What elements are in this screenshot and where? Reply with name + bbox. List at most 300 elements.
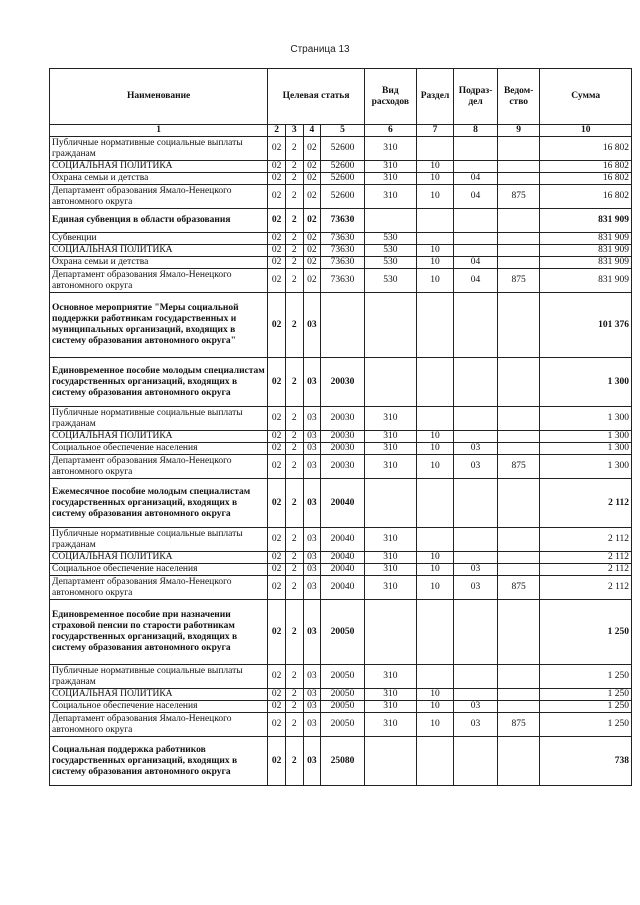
cell-section: 10 [416, 269, 453, 293]
cell-section [416, 233, 453, 245]
cell-name: Публичные нормативные социальные выплаты гражданам [50, 528, 268, 552]
cell-subsection: 03 [454, 713, 498, 737]
cell-section: 10 [416, 576, 453, 600]
cell-expense-type: 310 [364, 564, 416, 576]
cell-name: Субвенции [50, 233, 268, 245]
cell-event: 02 [303, 233, 321, 245]
cell-program: 02 [268, 185, 286, 209]
cell-department: 875 [497, 455, 540, 479]
cell-direction: 73630 [321, 233, 365, 245]
cell-subprogram: 2 [285, 564, 303, 576]
table-row [50, 293, 632, 358]
cell-name: Единая субвенция в области образования [50, 209, 268, 233]
cell-expense-type: 310 [364, 455, 416, 479]
cell-section [416, 528, 453, 552]
cell-program: 02 [268, 479, 286, 528]
cell-amount: 16 802 [540, 173, 632, 185]
table-row [50, 245, 632, 257]
cell-subprogram: 2 [285, 552, 303, 564]
cell-direction: 73630 [321, 209, 365, 233]
cell-section [416, 407, 453, 431]
cell-program: 02 [268, 737, 286, 786]
cell-department [497, 665, 540, 689]
cell-department [497, 552, 540, 564]
cell-program: 02 [268, 701, 286, 713]
cell-subprogram: 2 [285, 245, 303, 257]
cell-event: 02 [303, 185, 321, 209]
cell-subsection: 04 [454, 269, 498, 293]
cell-direction: 20030 [321, 431, 365, 443]
cell-amount: 16 802 [540, 161, 632, 173]
cell-amount: 831 909 [540, 233, 632, 245]
table-row [50, 269, 632, 293]
cell-event: 03 [303, 665, 321, 689]
cell-subsection [454, 737, 498, 786]
cell-expense-type: 310 [364, 701, 416, 713]
table-row [50, 737, 632, 786]
table-row [50, 689, 632, 701]
cell-amount: 738 [540, 737, 632, 786]
cell-amount: 1 250 [540, 713, 632, 737]
cell-event: 03 [303, 358, 321, 407]
cell-subprogram: 2 [285, 737, 303, 786]
cell-subprogram: 2 [285, 455, 303, 479]
cell-subprogram: 2 [285, 431, 303, 443]
table-row [50, 576, 632, 600]
cell-subsection [454, 293, 498, 358]
cell-section: 10 [416, 713, 453, 737]
cell-department: 875 [497, 713, 540, 737]
cell-amount: 831 909 [540, 269, 632, 293]
cell-department [497, 209, 540, 233]
cell-expense-type [364, 209, 416, 233]
cell-program: 02 [268, 689, 286, 701]
cell-expense-type: 530 [364, 257, 416, 269]
cell-event: 03 [303, 528, 321, 552]
cell-subsection: 03 [454, 455, 498, 479]
cell-event: 03 [303, 552, 321, 564]
cell-amount: 16 802 [540, 185, 632, 209]
cell-section: 10 [416, 245, 453, 257]
cell-program: 02 [268, 137, 286, 161]
cell-subprogram: 2 [285, 209, 303, 233]
cell-direction: 73630 [321, 245, 365, 257]
cell-name: Социальное обеспечение населения [50, 701, 268, 713]
cell-event: 03 [303, 479, 321, 528]
cell-event: 02 [303, 161, 321, 173]
cell-amount: 2 112 [540, 564, 632, 576]
cell-amount: 1 250 [540, 701, 632, 713]
cell-direction: 73630 [321, 257, 365, 269]
cell-program: 02 [268, 233, 286, 245]
cell-department [497, 137, 540, 161]
cell-program: 02 [268, 713, 286, 737]
column-number: 4 [303, 125, 321, 137]
cell-program: 02 [268, 528, 286, 552]
cell-department [497, 245, 540, 257]
cell-subsection [454, 665, 498, 689]
cell-name: Департамент образования Ямало-Ненецкого автономного округа [50, 185, 268, 209]
cell-expense-type: 310 [364, 407, 416, 431]
cell-department [497, 233, 540, 245]
cell-event: 02 [303, 173, 321, 185]
cell-section [416, 209, 453, 233]
cell-event: 02 [303, 245, 321, 257]
cell-subsection [454, 689, 498, 701]
cell-subprogram: 2 [285, 689, 303, 701]
cell-department [497, 293, 540, 358]
header-name: Наименование [50, 69, 268, 125]
cell-name: Департамент образования Ямало-Ненецкого автономного округа [50, 269, 268, 293]
table-row [50, 431, 632, 443]
cell-section: 10 [416, 185, 453, 209]
cell-event: 03 [303, 576, 321, 600]
cell-direction: 20030 [321, 443, 365, 455]
cell-name: СОЦИАЛЬНАЯ ПОЛИТИКА [50, 689, 268, 701]
cell-expense-type: 310 [364, 576, 416, 600]
cell-subprogram: 2 [285, 173, 303, 185]
table-row [50, 701, 632, 713]
cell-program: 02 [268, 600, 286, 665]
cell-subprogram: 2 [285, 576, 303, 600]
cell-section: 10 [416, 455, 453, 479]
cell-subprogram: 2 [285, 528, 303, 552]
cell-section: 10 [416, 564, 453, 576]
cell-section: 10 [416, 173, 453, 185]
cell-department [497, 443, 540, 455]
cell-direction: 20040 [321, 479, 365, 528]
table-row [50, 233, 632, 245]
page-label: Страница 13 [290, 44, 350, 55]
cell-program: 02 [268, 431, 286, 443]
cell-expense-type: 530 [364, 233, 416, 245]
cell-section [416, 665, 453, 689]
header-amount: Сумма [540, 69, 632, 125]
cell-department [497, 257, 540, 269]
cell-program: 02 [268, 269, 286, 293]
cell-subsection [454, 358, 498, 407]
cell-name: Социальное обеспечение населения [50, 564, 268, 576]
table-row [50, 185, 632, 209]
cell-name: Департамент образования Ямало-Ненецкого автономного округа [50, 455, 268, 479]
cell-expense-type: 530 [364, 245, 416, 257]
cell-subsection [454, 209, 498, 233]
column-number: 7 [416, 125, 453, 137]
cell-subprogram: 2 [285, 479, 303, 528]
cell-subsection [454, 479, 498, 528]
cell-expense-type [364, 600, 416, 665]
column-numbers-row [50, 125, 632, 137]
cell-section: 10 [416, 161, 453, 173]
table-row [50, 600, 632, 665]
cell-direction: 20040 [321, 576, 365, 600]
cell-department [497, 479, 540, 528]
table-row [50, 358, 632, 407]
cell-subsection [454, 137, 498, 161]
cell-event: 03 [303, 443, 321, 455]
cell-program: 02 [268, 293, 286, 358]
table-row [50, 407, 632, 431]
budget-table [49, 68, 632, 786]
cell-subsection [454, 528, 498, 552]
cell-event: 02 [303, 257, 321, 269]
cell-amount: 1 300 [540, 358, 632, 407]
cell-section: 10 [416, 257, 453, 269]
cell-name: Единовременное пособие при назначении страховой пенсии по старости работникам государственных организаций, входящих в систему образования автономного округа [50, 600, 268, 665]
cell-direction: 20040 [321, 528, 365, 552]
cell-direction: 20050 [321, 713, 365, 737]
cell-section [416, 479, 453, 528]
table-row [50, 443, 632, 455]
cell-subprogram: 2 [285, 257, 303, 269]
cell-section [416, 358, 453, 407]
cell-expense-type [364, 358, 416, 407]
cell-name: Публичные нормативные социальные выплаты гражданам [50, 665, 268, 689]
table-row [50, 209, 632, 233]
cell-event: 03 [303, 713, 321, 737]
cell-amount: 1 300 [540, 407, 632, 431]
cell-department [497, 358, 540, 407]
cell-subsection [454, 431, 498, 443]
cell-section [416, 600, 453, 665]
table-row [50, 552, 632, 564]
cell-amount: 1 300 [540, 455, 632, 479]
cell-event: 03 [303, 737, 321, 786]
cell-program: 02 [268, 245, 286, 257]
cell-program: 02 [268, 257, 286, 269]
cell-amount: 16 802 [540, 137, 632, 161]
cell-section [416, 293, 453, 358]
table-row [50, 137, 632, 161]
cell-department [497, 528, 540, 552]
cell-event: 03 [303, 564, 321, 576]
cell-direction: 20030 [321, 407, 365, 431]
cell-amount: 1 250 [540, 689, 632, 701]
cell-subsection: 03 [454, 576, 498, 600]
cell-name: СОЦИАЛЬНАЯ ПОЛИТИКА [50, 431, 268, 443]
cell-direction: 20040 [321, 552, 365, 564]
cell-department [497, 737, 540, 786]
cell-amount: 831 909 [540, 209, 632, 233]
cell-expense-type: 310 [364, 689, 416, 701]
cell-name: Публичные нормативные социальные выплаты гражданам [50, 407, 268, 431]
cell-event: 02 [303, 269, 321, 293]
cell-subsection: 04 [454, 257, 498, 269]
cell-section: 10 [416, 552, 453, 564]
cell-amount: 1 250 [540, 600, 632, 665]
cell-event: 03 [303, 701, 321, 713]
cell-program: 02 [268, 407, 286, 431]
cell-amount: 831 909 [540, 245, 632, 257]
table-row [50, 161, 632, 173]
column-number: 1 [50, 125, 268, 137]
cell-department: 875 [497, 269, 540, 293]
cell-expense-type: 310 [364, 137, 416, 161]
cell-subsection [454, 552, 498, 564]
cell-program: 02 [268, 173, 286, 185]
header-subsection: Подраз-дел [454, 69, 498, 125]
cell-direction: 20030 [321, 358, 365, 407]
cell-direction: 52600 [321, 161, 365, 173]
cell-subsection: 04 [454, 173, 498, 185]
cell-direction: 73630 [321, 269, 365, 293]
cell-program: 02 [268, 552, 286, 564]
cell-program: 02 [268, 209, 286, 233]
cell-subsection: 03 [454, 701, 498, 713]
cell-section: 10 [416, 701, 453, 713]
cell-section: 10 [416, 443, 453, 455]
cell-subsection [454, 233, 498, 245]
cell-department [497, 564, 540, 576]
cell-department [497, 600, 540, 665]
table-row [50, 564, 632, 576]
cell-expense-type: 310 [364, 173, 416, 185]
cell-subprogram: 2 [285, 701, 303, 713]
table-row [50, 455, 632, 479]
table-row [50, 713, 632, 737]
header-row [50, 69, 632, 125]
cell-name: Социальная поддержка работников государственных организаций, входящих в систему образования автономного округа [50, 737, 268, 786]
table-row [50, 665, 632, 689]
cell-subprogram: 2 [285, 713, 303, 737]
column-number: 2 [268, 125, 286, 137]
column-number: 6 [364, 125, 416, 137]
cell-direction: 20050 [321, 701, 365, 713]
cell-name: СОЦИАЛЬНАЯ ПОЛИТИКА [50, 161, 268, 173]
cell-subsection [454, 407, 498, 431]
cell-subprogram: 2 [285, 293, 303, 358]
cell-expense-type: 310 [364, 552, 416, 564]
cell-amount: 1 300 [540, 443, 632, 455]
cell-amount: 2 112 [540, 576, 632, 600]
table-body [50, 137, 632, 786]
cell-subprogram: 2 [285, 407, 303, 431]
table-row [50, 528, 632, 552]
cell-expense-type [364, 293, 416, 358]
cell-expense-type: 310 [364, 713, 416, 737]
cell-expense-type: 530 [364, 269, 416, 293]
cell-event: 03 [303, 600, 321, 665]
column-number: 3 [285, 125, 303, 137]
header-expense-type: Вид расходов [364, 69, 416, 125]
cell-subprogram: 2 [285, 600, 303, 665]
cell-event: 03 [303, 689, 321, 701]
cell-program: 02 [268, 564, 286, 576]
cell-expense-type: 310 [364, 161, 416, 173]
cell-name: Департамент образования Ямало-Ненецкого автономного округа [50, 576, 268, 600]
cell-amount: 101 376 [540, 293, 632, 358]
cell-direction: 20030 [321, 455, 365, 479]
cell-amount: 2 112 [540, 479, 632, 528]
table-row [50, 479, 632, 528]
cell-subsection [454, 600, 498, 665]
cell-subprogram: 2 [285, 161, 303, 173]
cell-expense-type [364, 737, 416, 786]
cell-subsection: 04 [454, 185, 498, 209]
cell-section: 10 [416, 689, 453, 701]
cell-subprogram: 2 [285, 269, 303, 293]
cell-subprogram: 2 [285, 137, 303, 161]
column-number: 10 [540, 125, 632, 137]
cell-department [497, 689, 540, 701]
cell-event: 03 [303, 431, 321, 443]
cell-program: 02 [268, 455, 286, 479]
cell-program: 02 [268, 576, 286, 600]
column-number: 9 [497, 125, 540, 137]
header-section: Раздел [416, 69, 453, 125]
cell-event: 03 [303, 455, 321, 479]
cell-event: 02 [303, 137, 321, 161]
cell-direction: 52600 [321, 137, 365, 161]
cell-expense-type: 310 [364, 443, 416, 455]
cell-name: Основное мероприятие "Меры социальной поддержки работникам государственных и муниципальных организаций, входящих в систему образования автономного округа" [50, 293, 268, 358]
cell-amount: 1 300 [540, 431, 632, 443]
cell-direction: 52600 [321, 185, 365, 209]
cell-program: 02 [268, 443, 286, 455]
cell-expense-type [364, 479, 416, 528]
cell-name: Охрана семьи и детства [50, 257, 268, 269]
cell-subsection [454, 161, 498, 173]
cell-name: Публичные нормативные социальные выплаты гражданам [50, 137, 268, 161]
cell-name: Ежемесячное пособие молодым специалистам государственных организаций, входящих в систему образования автономного округа [50, 479, 268, 528]
cell-name: Социальное обеспечение населения [50, 443, 268, 455]
cell-subprogram: 2 [285, 358, 303, 407]
table-row [50, 257, 632, 269]
cell-amount: 2 112 [540, 528, 632, 552]
cell-direction: 20040 [321, 564, 365, 576]
cell-subprogram: 2 [285, 443, 303, 455]
cell-event: 03 [303, 407, 321, 431]
cell-name: Департамент образования Ямало-Ненецкого автономного округа [50, 713, 268, 737]
cell-direction: 20050 [321, 689, 365, 701]
cell-department [497, 161, 540, 173]
cell-subprogram: 2 [285, 665, 303, 689]
cell-subprogram: 2 [285, 185, 303, 209]
cell-department [497, 701, 540, 713]
cell-direction: 52600 [321, 173, 365, 185]
cell-name: СОЦИАЛЬНАЯ ПОЛИТИКА [50, 245, 268, 257]
cell-amount: 831 909 [540, 257, 632, 269]
table-row [50, 173, 632, 185]
column-number: 5 [321, 125, 365, 137]
cell-direction: 20050 [321, 600, 365, 665]
cell-expense-type: 310 [364, 528, 416, 552]
cell-event: 03 [303, 293, 321, 358]
cell-department: 875 [497, 185, 540, 209]
column-number: 8 [454, 125, 498, 137]
header-target-article: Целевая статья [268, 69, 365, 125]
cell-department: 875 [497, 576, 540, 600]
cell-direction: 20050 [321, 665, 365, 689]
cell-subsection [454, 245, 498, 257]
cell-department [497, 431, 540, 443]
cell-program: 02 [268, 665, 286, 689]
cell-program: 02 [268, 358, 286, 407]
cell-amount: 2 112 [540, 552, 632, 564]
cell-department [497, 173, 540, 185]
cell-expense-type: 310 [364, 431, 416, 443]
cell-direction [321, 293, 365, 358]
cell-department [497, 407, 540, 431]
cell-amount: 1 250 [540, 665, 632, 689]
cell-section [416, 737, 453, 786]
cell-name: СОЦИАЛЬНАЯ ПОЛИТИКА [50, 552, 268, 564]
cell-name: Единовременное пособие молодым специалистам государственных организаций, входящих в систему образования автономного округа [50, 358, 268, 407]
cell-expense-type: 310 [364, 185, 416, 209]
cell-subsection: 03 [454, 443, 498, 455]
cell-expense-type: 310 [364, 665, 416, 689]
cell-event: 02 [303, 209, 321, 233]
